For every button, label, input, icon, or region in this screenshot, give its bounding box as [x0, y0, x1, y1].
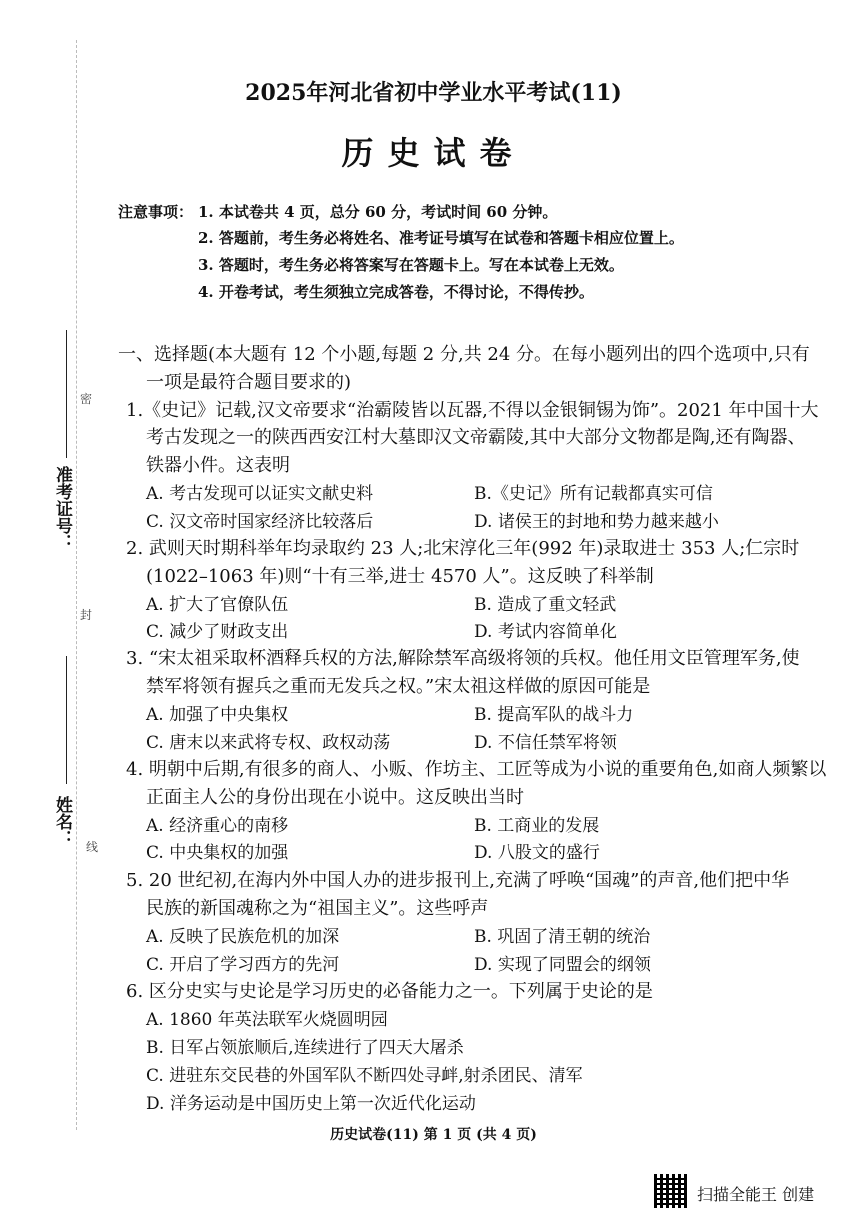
option-a: A. 经济重心的南移: [146, 816, 289, 836]
notice-label: 注意事项：: [118, 203, 194, 221]
option-c: C. 减少了财政支出: [146, 622, 289, 642]
exam-subtitle: 历史试卷: [341, 134, 526, 172]
exam-id-label: 准考证号：: [52, 466, 72, 551]
question-text: 考古发现之一的陕西西安江村大墓即汉文帝霸陵,其中大部分文物都是陶,还有陶器、: [146, 427, 806, 448]
option-a: A. 考古发现可以证实文献史料: [146, 484, 374, 504]
option-c: C. 进驻东交民巷的外国军队不断四处寻衅,射杀团民、清军: [146, 1066, 583, 1086]
option-c: C. 汉文帝时国家经济比较落后: [146, 512, 374, 532]
notice-item: 2. 答题前，考生务必将姓名、准考证号填写在试卷和答题卡相应位置上。: [198, 229, 684, 247]
question-text: 正面主人公的身份出现在小说中。这反映出当时: [146, 787, 524, 808]
option-b: B. 工商业的发展: [474, 816, 600, 836]
option-c: C. 中央集权的加强: [146, 843, 289, 863]
option-a: A. 扩大了官僚队伍: [146, 595, 289, 615]
option-a: A. 1860 年英法联军火烧圆明园: [146, 1010, 388, 1030]
qr-code-icon: [654, 1174, 688, 1208]
question-text: 5. 20 世纪初,在海内外中国人办的进步报刊上,充满了呼唤“国魂”的声音,他们把中华: [126, 870, 790, 891]
option-d: D. 考试内容简单化: [474, 622, 617, 642]
section-heading: 一、选择题(本大题有 12 个小题,每题 2 分,共 24 分。在每小题列出的四个选项中,只有: [118, 344, 810, 365]
question-text: 民族的新国魂称之为“祖国主义”。这些呼声: [146, 898, 489, 919]
question-text: 禁军将领有握兵之重而无发兵之权。”宋太祖这样做的原因可能是: [146, 676, 651, 697]
question-text: 4. 明朝中后期,有很多的商人、小贩、作坊主、工匠等成为小说的重要角色,如商人频繁以: [126, 759, 827, 780]
section-heading-cont: 一项是最符合题目要求的): [146, 372, 352, 393]
question-text: 3. “宋太祖采取杯酒释兵权的方法,解除禁军高级将领的兵权。他任用文臣管理军务,使: [126, 648, 800, 669]
name-label: 姓名：: [52, 796, 72, 847]
notice-item: 4. 开卷考试，考生须独立完成答卷，不得讨论，不得传抄。: [198, 283, 594, 301]
question-text: (1022–1063 年)则“十有三举,进士 4570 人”。这反映了科举制: [146, 566, 654, 587]
name-blank-line: [66, 656, 67, 784]
question-text: 6. 区分史实与史论是学习历史的必备能力之一。下列属于史论的是: [126, 981, 653, 1002]
option-b: B. 巩固了清王朝的统治: [474, 927, 651, 947]
page-footer: 历史试卷(11) 第 1 页 (共 4 页): [330, 1127, 537, 1143]
option-a: A. 反映了民族危机的加深: [146, 927, 340, 947]
scanner-watermark: 扫描全能王 创建: [697, 1185, 815, 1204]
exam-id-blank-line: [66, 330, 67, 458]
option-b: B. 提高军队的战斗力: [474, 705, 634, 725]
seal-mark-mi: 密: [80, 392, 93, 406]
option-c: C. 唐末以来武将专权、政权动荡: [146, 733, 391, 753]
notice-item: 3. 答题时，考生务必将答案写在答题卡上。写在本试卷上无效。: [198, 256, 624, 274]
question-text: 1.《史记》记载,汉文帝要求“治霸陵皆以瓦器,不得以金银铜锡为饰”。2021 年中国十大: [126, 400, 819, 421]
notice-item: 1. 本试卷共 4 页，总分 60 分，考试时间 60 分钟。: [198, 203, 558, 221]
option-b: B. 造成了重文轻武: [474, 595, 617, 615]
option-a: A. 加强了中央集权: [146, 705, 289, 725]
option-b: B. 日军占领旅顺后,连续进行了四天大屠杀: [146, 1038, 464, 1058]
seal-mark-xian: 线: [86, 840, 99, 854]
option-d: D. 不信任禁军将领: [474, 733, 617, 753]
option-d: D. 诸侯王的封地和势力越来越小: [474, 512, 719, 532]
exam-title: 2025年河北省初中学业水平考试(11): [245, 80, 622, 106]
option-c: C. 开启了学习西方的先河: [146, 955, 340, 975]
option-d: D. 八股文的盛行: [474, 843, 600, 863]
seal-mark-feng: 封: [80, 608, 93, 622]
option-b: B.《史记》所有记载都真实可信: [474, 484, 713, 504]
question-text: 铁器小件。这表明: [146, 455, 290, 476]
option-d: D. 洋务运动是中国历史上第一次近代化运动: [146, 1094, 476, 1114]
option-d: D. 实现了同盟会的纲领: [474, 955, 651, 975]
binding-dashed-line: [76, 40, 77, 1130]
question-text: 2. 武则天时期科举年均录取约 23 人;北宋淳化三年(992 年)录取进士 353 人;仁宗时: [126, 538, 800, 559]
